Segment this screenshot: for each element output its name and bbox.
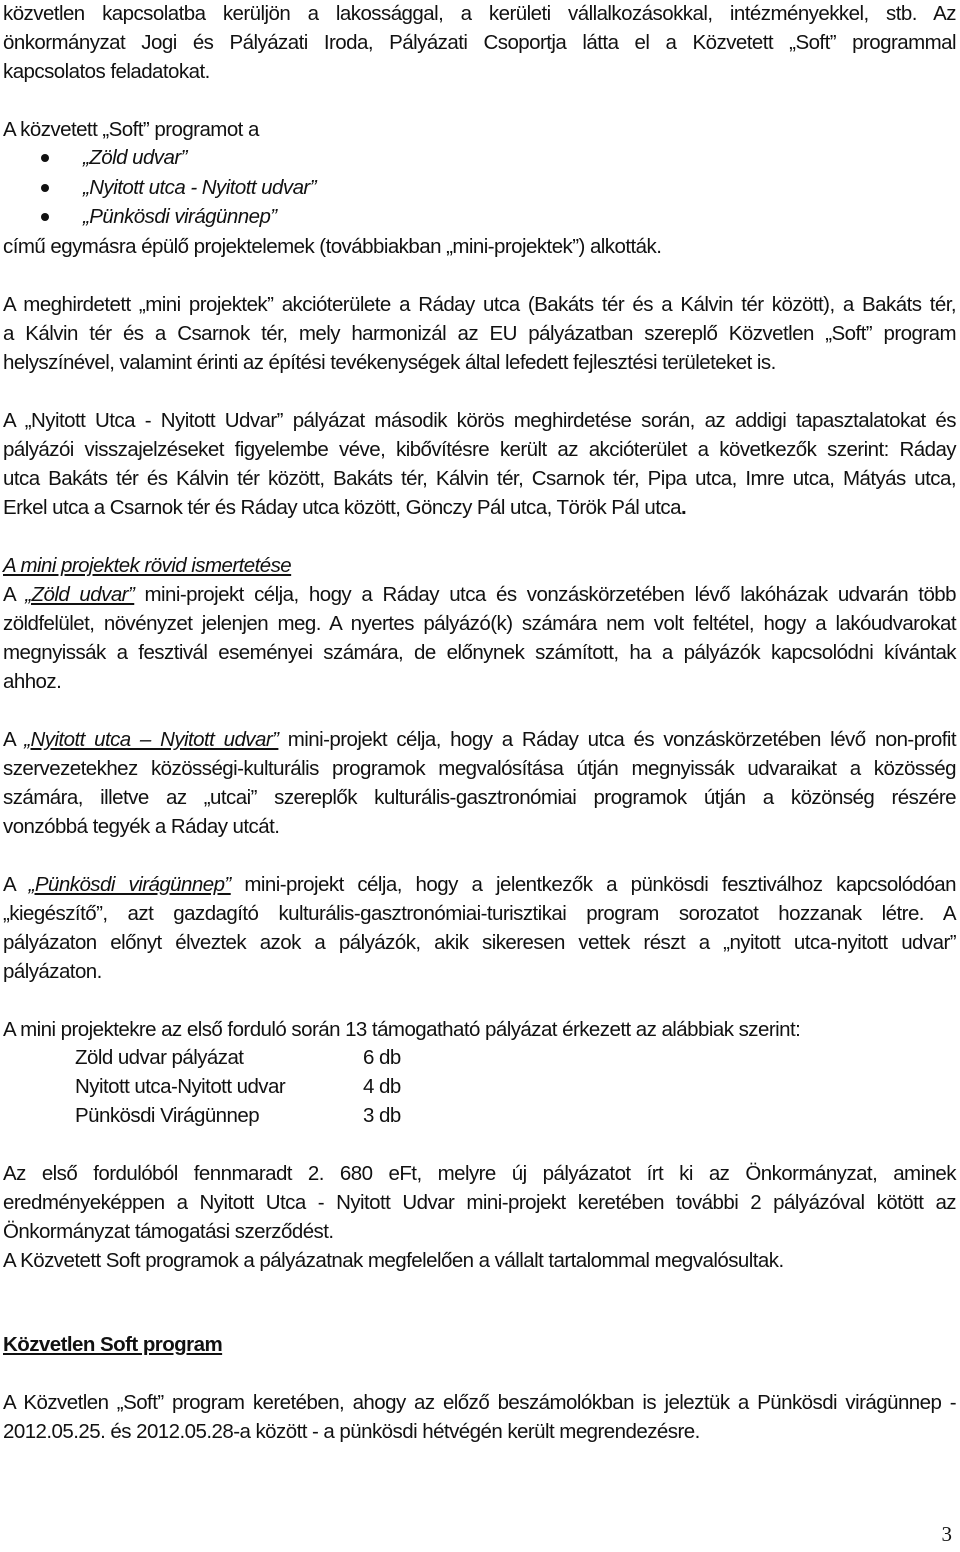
page-number: 3 xyxy=(941,1522,952,1546)
paragraph-8-line-4: A Közvetett Soft programok a pályázatnak megfelelően a vállalt tartalommal megvalósultak. xyxy=(3,1249,784,1272)
table-row-count: 3 db xyxy=(363,1104,401,1127)
p5-rest: mini-projekt célja, hogy a Ráday utca és vonzáskörzetében lévő non-profit xyxy=(278,728,956,751)
paragraph-3-line-4-end: . xyxy=(680,496,687,519)
punkosdi-viragunnep-title: „Pünkösdi virágünnep” xyxy=(28,873,231,896)
section-heading: Közvetlen Soft program xyxy=(3,1333,223,1356)
mini-projects-heading: A mini projektek rövid ismertetése xyxy=(3,554,292,577)
bullet-item: „Nyitott utca - Nyitott udvar” xyxy=(83,176,316,199)
paragraph-3-line-2: pályázói visszajelzéseket figyelembe véve, kibővítésre került az akcióterület a következők szerint: Ráday xyxy=(3,438,956,461)
paragraph-4-line-3: megnyissák a fesztivál eseményei számára, de előnynek számított, ha a pályázók kapcsolódni kívántak xyxy=(3,641,956,664)
soft-intro: A közvetett „Soft” programot a xyxy=(3,118,259,141)
table-row-name: Zöld udvar pályázat xyxy=(75,1046,244,1069)
paragraph-3-line-1: A „Nyitott Utca - Nyitott Udvar” pályázat második körös meghirdetése során, az addigi tapasztalatokat és xyxy=(3,409,956,432)
paragraph-3-line-4 xyxy=(3,496,956,520)
paragraph-4-line-1 xyxy=(3,583,956,607)
paragraph-7-intro: A mini projektekre az első forduló során 13 támogatható pályázat érkezett az alábbiak szerint: xyxy=(3,1018,801,1041)
table-row-count: 4 db xyxy=(363,1075,401,1098)
bullet-marker xyxy=(41,184,49,192)
paragraph-2-line-3: helyszínével, valamint érinti az építési tevékenységek által lefedett fejlesztési területeket is. xyxy=(3,351,776,374)
paragraph-5-line-1 xyxy=(3,728,956,752)
nyitott-utca-title: „Nyitott utca – Nyitott udvar” xyxy=(24,728,279,751)
paragraph-1-line-1: közvetlen kapcsolatba kerüljön a lakossággal, a kerületi vállalkozásokkal, intézményekkel, stb. Az xyxy=(3,2,956,25)
paragraph-8-line-1: Az első fordulóból fennmaradt 2. 680 eFt, melyre új pályázatot írt ki az Önkormányzat, aminek xyxy=(3,1162,956,1185)
zold-udvar-title: „Zöld udvar” xyxy=(25,583,135,606)
bullet-item: „Zöld udvar” xyxy=(83,146,187,169)
paragraph-1-line-2: önkormányzat Jogi és Pályázati Iroda, Pályázati Csoportja látta el a Közvetett „Soft” programmal xyxy=(3,31,956,54)
paragraph-2-line-2: a Kálvin tér és a Csarnok tér, mely harmonizál az EU pályázatban szereplő Közvetlen „Soft” program xyxy=(3,322,956,345)
paragraph-6-line-3: pályázaton előnyt élveztek azok a pályázók, akik sikeresen vettek részt a „nyitott utca-nyitott udvar” xyxy=(3,931,956,954)
paragraph-8-line-3: Önkormányzat támogatási szerződést. xyxy=(3,1220,334,1243)
bullet-marker xyxy=(41,213,49,221)
paragraph-2-line-1: A meghirdetett „mini projektek” akcióterülete a Ráday utca (Bakáts tér és a Kálvin tér között), a Bakáts tér, xyxy=(3,293,956,316)
paragraph-9-line-1: A Közvetlen „Soft” program keretében, ahogy az előző beszámolókban is jeleztük a Pünkösdi virágünnep - xyxy=(3,1391,956,1414)
paragraph-4-line-4: ahhoz. xyxy=(3,670,62,693)
paragraph-5-line-3: számára, illetve az „utcai” szereplők kulturális-gasztronómiai programok útján a közönség részére xyxy=(3,786,956,809)
p5-prefix: A xyxy=(3,728,25,751)
p4-prefix: A xyxy=(3,583,26,606)
p6-prefix: A xyxy=(3,873,29,896)
paragraph-6-line-2: „kiegészítő”, azt gazdagító kulturális-gasztronómiai-turisztikai program sorozatot hozzanak létre. A xyxy=(3,902,956,925)
paragraph-3-line-4-text: Erkel utca a Csarnok tér és Ráday utca között, Gönczy Pál utca, Török Pál utca xyxy=(3,496,681,519)
bullet-marker xyxy=(41,154,49,162)
p4-rest: mini-projekt célja, hogy a Ráday utca és vonzáskörzetében lévő lakóházak udvarán több xyxy=(134,583,957,606)
paragraph-6-line-4: pályázaton. xyxy=(3,960,102,983)
bullets-closing: című egymásra épülő projektelemek (továbbiakban „mini-projektek”) alkották. xyxy=(3,235,662,258)
paragraph-1-line-3: kapcsolatos feladatokat. xyxy=(3,60,210,83)
table-row-name: Nyitott utca-Nyitott udvar xyxy=(75,1075,286,1098)
paragraph-5-line-2: szervezetekhez közösségi-kulturális programok megvalósítása útján megnyissák udvaraikat a közösség xyxy=(3,757,956,780)
table-row-count: 6 db xyxy=(363,1046,401,1069)
table-row-name: Pünkösdi Virágünnep xyxy=(75,1104,260,1127)
paragraph-6-line-1 xyxy=(3,873,956,897)
bullet-item: „Pünkösdi virágünnep” xyxy=(83,205,277,228)
paragraph-4-line-2: zöldfelület, növényzet jelenjen meg. A nyertes pályázó(k) számára nem volt feltétel, hogy a lakóudvarokat xyxy=(3,612,956,635)
p6-rest: mini-projekt célja, hogy a jelentkezők a pünkösdi fesztiválhoz kapcsolódóan xyxy=(230,873,956,896)
paragraph-5-line-4: vonzóbbá tegyék a Ráday utcát. xyxy=(3,815,280,838)
paragraph-3-line-3: utca Bakáts tér és Kálvin tér között, Bakáts tér, Kálvin tér, Csarnok tér, Pipa utca, Imre utca, Mátyás utca, xyxy=(3,467,956,490)
paragraph-8-line-2: eredményeképpen a Nyitott Utca - Nyitott Udvar mini-projekt keretében további 2 pályázóval kötött az xyxy=(3,1191,956,1214)
paragraph-9-line-2: 2012.05.25. és 2012.05.28-a között - a pünkösdi hétvégén került megrendezésre. xyxy=(3,1420,700,1443)
